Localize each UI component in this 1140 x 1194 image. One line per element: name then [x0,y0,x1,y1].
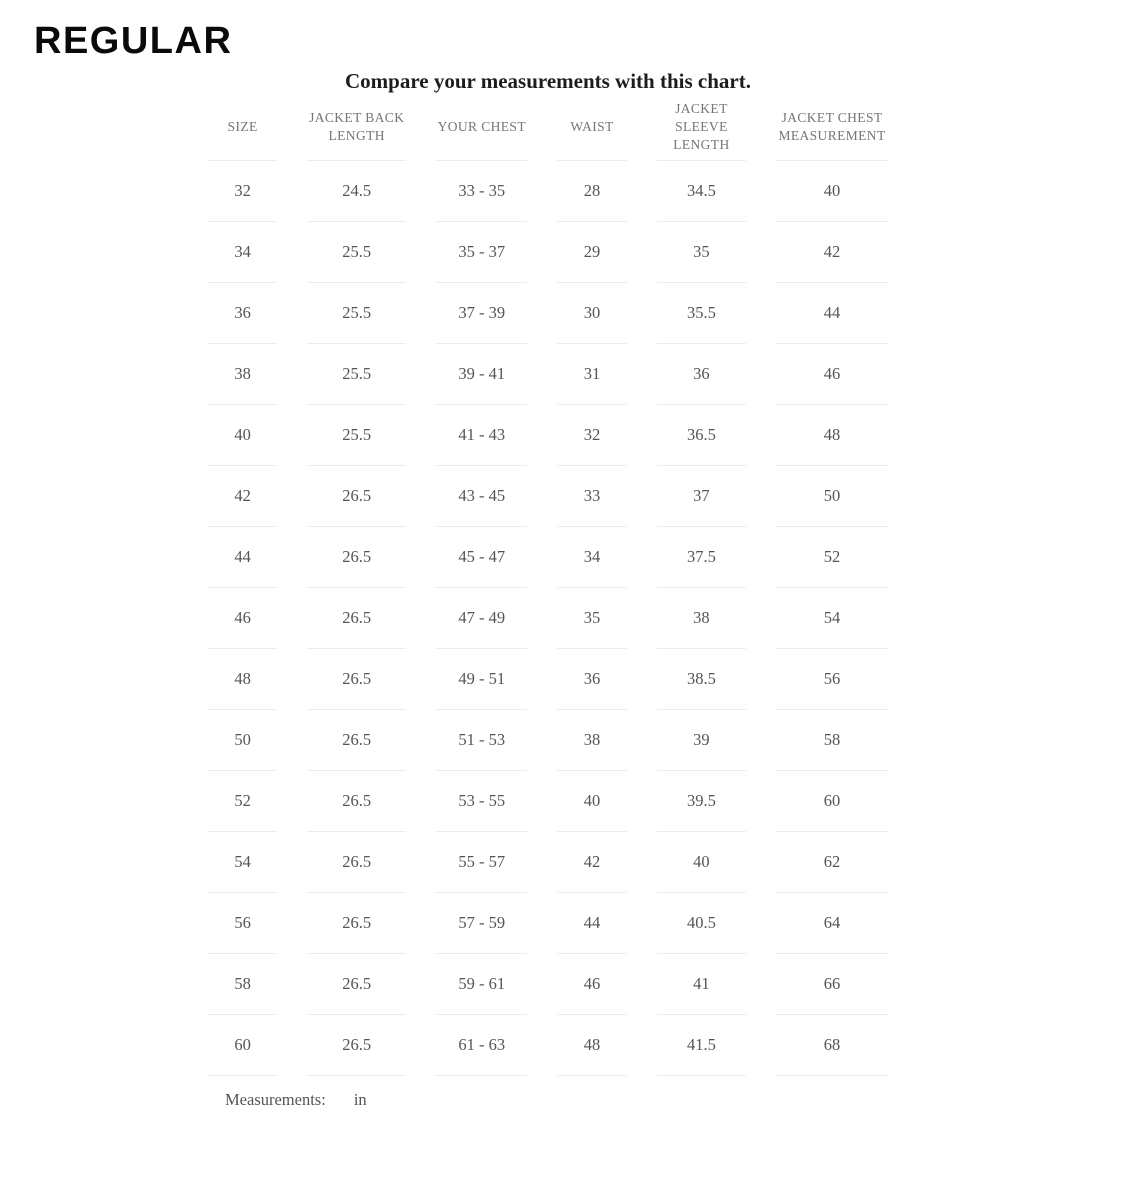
value-cell: 36 [657,344,746,405]
value-cell: 55 - 57 [436,832,527,893]
column-header-label: JACKET BACK LENGTH [309,110,405,143]
size-cell: 40 [208,405,277,466]
size-cell: 36 [208,283,277,344]
table-row-size-52 [208,771,888,832]
column-header-jacket-sleeve-length [657,94,746,161]
size-cell: 48 [208,649,277,710]
value-cell: 47 - 49 [436,588,527,649]
size-chart-table [178,94,918,1076]
value-cell: 30 [557,283,626,344]
value-cell: 52 [776,527,888,588]
table-row-size-46 [208,588,888,649]
value-cell: 35 [657,222,746,283]
value-cell: 60 [776,771,888,832]
table-row-size-56 [208,893,888,954]
value-cell: 44 [557,893,626,954]
column-header-waist [557,94,626,161]
value-cell: 36 [557,649,626,710]
value-cell: 53 - 55 [436,771,527,832]
value-cell: 40 [557,771,626,832]
value-cell: 48 [776,405,888,466]
table-row-size-40 [208,405,888,466]
size-cell: 32 [208,161,277,222]
table-row-size-60 [208,1015,888,1076]
value-cell: 36.5 [657,405,746,466]
header-row [208,94,888,161]
size-cell: 34 [208,222,277,283]
value-cell: 56 [776,649,888,710]
value-cell: 34.5 [657,161,746,222]
table-row-size-50 [208,710,888,771]
value-cell: 58 [776,710,888,771]
value-cell: 40.5 [657,893,746,954]
size-cell: 60 [208,1015,277,1076]
size-cell: 46 [208,588,277,649]
value-cell: 26.5 [307,1015,406,1076]
value-cell: 38.5 [657,649,746,710]
value-cell: 39 [657,710,746,771]
value-cell: 29 [557,222,626,283]
table-header [208,94,888,161]
size-cell: 58 [208,954,277,1015]
value-cell: 26.5 [307,649,406,710]
fit-label: REGULAR [34,20,233,62]
value-cell: 49 - 51 [436,649,527,710]
value-cell: 26.5 [307,710,406,771]
value-cell: 26.5 [307,893,406,954]
value-cell: 26.5 [307,832,406,893]
size-cell: 50 [208,710,277,771]
value-cell: 40 [657,832,746,893]
value-cell: 57 - 59 [436,893,527,954]
value-cell: 26.5 [307,771,406,832]
column-header-label: JACKET CHEST MEASUREMENT [778,110,886,143]
value-cell: 25.5 [307,344,406,405]
value-cell: 32 [557,405,626,466]
value-cell: 50 [776,466,888,527]
column-header-your-chest [436,94,527,161]
value-cell: 25.5 [307,405,406,466]
table-body [208,161,888,1076]
value-cell: 61 - 63 [436,1015,527,1076]
column-header-label: SIZE [227,119,258,134]
value-cell: 35 [557,588,626,649]
size-cell: 44 [208,527,277,588]
value-cell: 37 [657,466,746,527]
value-cell: 42 [776,222,888,283]
value-cell: 39 - 41 [436,344,527,405]
value-cell: 44 [776,283,888,344]
value-cell: 68 [776,1015,888,1076]
value-cell: 41 [657,954,746,1015]
value-cell: 62 [776,832,888,893]
value-cell: 25.5 [307,283,406,344]
value-cell: 38 [657,588,746,649]
measurements-unit: in [353,1090,367,1109]
value-cell: 46 [776,344,888,405]
table-row-size-36 [208,283,888,344]
column-header-jacket-chest-measurement [776,94,888,161]
size-cell: 56 [208,893,277,954]
table-row-size-48 [208,649,888,710]
value-cell: 33 [557,466,626,527]
value-cell: 35 - 37 [436,222,527,283]
column-header-label: YOUR CHEST [437,119,526,134]
value-cell: 66 [776,954,888,1015]
value-cell: 39.5 [657,771,746,832]
column-header-label: WAIST [570,119,614,134]
value-cell: 31 [557,344,626,405]
value-cell: 37 - 39 [436,283,527,344]
value-cell: 41 - 43 [436,405,527,466]
value-cell: 28 [557,161,626,222]
size-cell: 54 [208,832,277,893]
table-row-size-42 [208,466,888,527]
value-cell: 46 [557,954,626,1015]
value-cell: 25.5 [307,222,406,283]
value-cell: 64 [776,893,888,954]
column-header-label: JACKET SLEEVE LENGTH [673,101,730,152]
value-cell: 26.5 [307,588,406,649]
table-row-size-58 [208,954,888,1015]
size-cell: 42 [208,466,277,527]
value-cell: 51 - 53 [436,710,527,771]
value-cell: 37.5 [657,527,746,588]
value-cell: 26.5 [307,527,406,588]
column-header-jacket-back-length [307,94,406,161]
value-cell: 24.5 [307,161,406,222]
value-cell: 45 - 47 [436,527,527,588]
value-cell: 54 [776,588,888,649]
size-cell: 38 [208,344,277,405]
table-row-size-44 [208,527,888,588]
measurements-footer [225,1090,918,1110]
table-row-size-34 [208,222,888,283]
value-cell: 40 [776,161,888,222]
measurements-label: Measurements: [225,1090,326,1109]
size-cell: 52 [208,771,277,832]
value-cell: 41.5 [657,1015,746,1076]
value-cell: 33 - 35 [436,161,527,222]
size-chart [178,58,918,1110]
table-row-size-32 [208,161,888,222]
value-cell: 42 [557,832,626,893]
chart-title: Compare your measurements with this chart. [345,69,751,93]
value-cell: 26.5 [307,954,406,1015]
value-cell: 26.5 [307,466,406,527]
value-cell: 59 - 61 [436,954,527,1015]
value-cell: 38 [557,710,626,771]
value-cell: 48 [557,1015,626,1076]
value-cell: 34 [557,527,626,588]
value-cell: 43 - 45 [436,466,527,527]
table-row-size-38 [208,344,888,405]
column-header-size [208,94,277,161]
value-cell: 35.5 [657,283,746,344]
table-row-size-54 [208,832,888,893]
